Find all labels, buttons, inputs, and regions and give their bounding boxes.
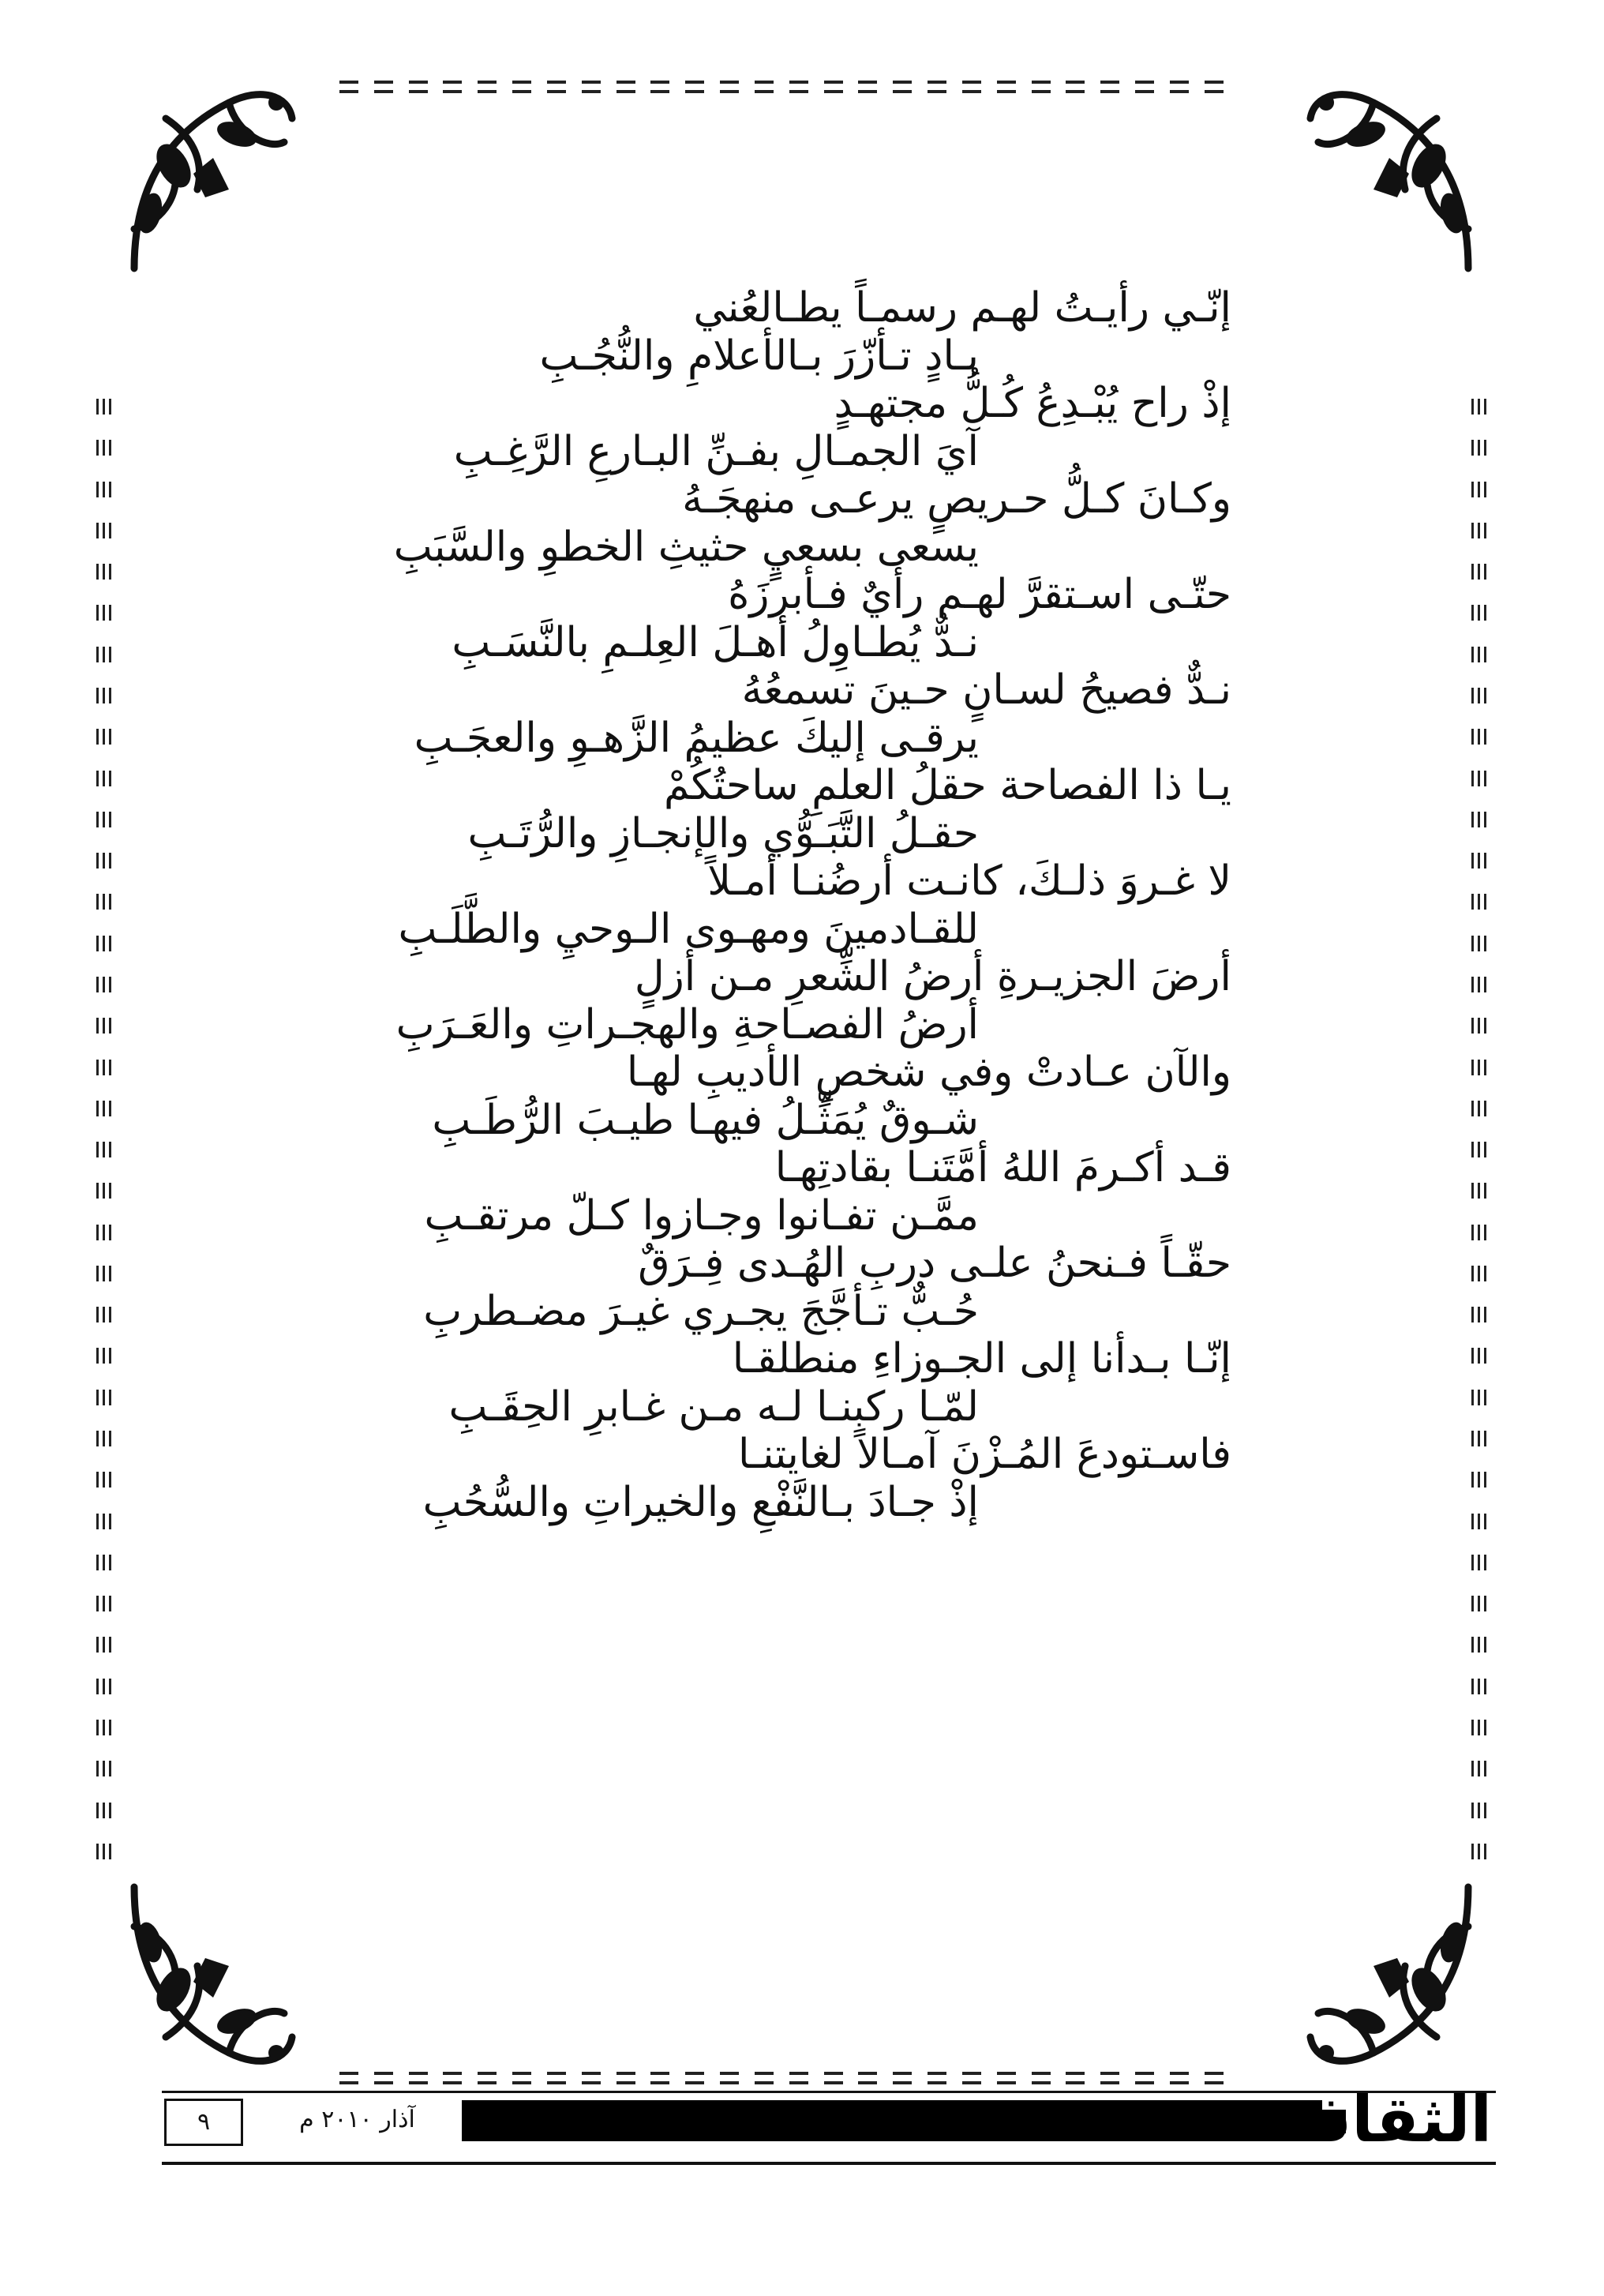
verse-13-second-hemistich: إذْ جـادَ بـالنَّفْعِ والخيراتِ والسُّحُبِ bbox=[422, 1478, 979, 1526]
verse-8-second-hemistich: أرضُ الفصـاحةِ والهجـراتِ والعَـرَبِ bbox=[395, 1000, 979, 1049]
verse-1-first-hemistich: إنّـي رأيـتُ لهـم رسمـاً يطـالعُني bbox=[693, 284, 1231, 332]
issue-date: آذار ٢٠١٠ م bbox=[299, 2106, 415, 2133]
verse-4-first-hemistich: حتّـى اسـتقرَّ لهـم رأيٌ فـأبرزَهُ bbox=[728, 571, 1231, 618]
verse-13-first-hemistich: فاسـتودعَ المُـزْنَ آمـالاً لغايتنـا bbox=[737, 1431, 1231, 1478]
verse-6-second-hemistich: حقـلُ التَّبَـوُّي والإنجـازِ والرُّتَـبِ bbox=[467, 809, 979, 857]
verse-11-second-hemistich: حُـبٌّ تـأجَّجَ يجـري غيـرَ مضـطربِ bbox=[423, 1287, 979, 1335]
bottom-ornamental-rule bbox=[339, 2069, 1224, 2088]
verse-6-first-hemistich: يـا ذا الفصاحة حقلُ العلمِ ساحتُكُمْ bbox=[664, 762, 1231, 809]
verse-5-first-hemistich: نـدٌّ فصيحُ لسـانٍ حـينَ تسمعُهُ bbox=[741, 666, 1231, 714]
verse-11-first-hemistich: حقّـاً فـنحنُ علـى دربِ الهُـدى فِـرَقٌ bbox=[638, 1240, 1231, 1287]
verse-2-second-hemistich: آيَ الجمـالِ بفـنِّ البـارعِ الرَّغِـبِ bbox=[453, 427, 979, 475]
verse-9-second-hemistich: شـوقٌ يُمَثِّـلُ فيهـا طيـبَ الرُّطَـبِ bbox=[432, 1096, 979, 1144]
verse-10-first-hemistich: قـد أكـرمَ اللهُ أمَّتَنـا بقادتِهـا bbox=[774, 1144, 1231, 1191]
verse-12-second-hemistich: لمّـا ركبنـا لـه مـن غـابرِ الحِقَـبِ bbox=[448, 1382, 979, 1431]
verse-7-first-hemistich: لا غـروَ ذلـكَ، كانـت أرضُنـا أمـلاً bbox=[707, 857, 1231, 905]
footer-black-bar bbox=[462, 2100, 1322, 2141]
top-right-floral-ornament-icon bbox=[1302, 71, 1484, 276]
verse-5-second-hemistich: يرقـى إليكَ عظيمُ الزَّهـوِ والعجَـبِ bbox=[414, 714, 979, 762]
verse-12-first-hemistich: إنّـا بـدأنا إلى الجـوزاءِ منطلقـا bbox=[732, 1335, 1231, 1382]
verse-2-first-hemistich: إذْ راح يُبْـدِعُ كُـلُّ مجتهـدٍ bbox=[834, 380, 1231, 427]
bottom-left-floral-ornament-icon bbox=[118, 1879, 300, 2084]
verse-3-second-hemistich: يسعى بسعيٍ حثيثِ الخطوِ والسَّبَبِ bbox=[393, 523, 979, 571]
verse-1-second-hemistich: بـادٍ تـأزّرَ بـالأعلامِ والنُّجُـبِ bbox=[539, 332, 979, 380]
verse-9-first-hemistich: والآن عـادتْ وفي شخصِ الأديبِ لهـا bbox=[626, 1049, 1231, 1096]
bottom-right-floral-ornament-icon bbox=[1302, 1879, 1484, 2084]
left-side-ornament bbox=[93, 399, 117, 1859]
poem-body bbox=[347, 284, 1247, 1526]
verse-3-first-hemistich: وكـانَ كـلُّ حـريصٍ يرعـى منهجَـهُ bbox=[682, 475, 1231, 523]
verse-10-second-hemistich: ممَّـن تفـانوا وجـازوا كـلّ مرتقـبِ bbox=[424, 1191, 979, 1240]
top-ornamental-rule bbox=[339, 77, 1224, 96]
verse-8-first-hemistich: أرضَ الجزيـرةِ أرضُ الشِّعرِ مـن أزلٍ bbox=[634, 953, 1231, 1000]
top-left-floral-ornament-icon bbox=[118, 71, 300, 276]
verse-4-second-hemistich: نـدٌّ يُطـاوِلُ أهـلَ العِلـمِ بالنَّسَـبِ bbox=[452, 618, 979, 666]
verse-7-second-hemistich: للقـادمينَ ومهـوى الـوحيِ والطَّلَـبِ bbox=[398, 905, 979, 953]
page-number: ٩ bbox=[164, 2099, 243, 2146]
magazine-name: الثقافة bbox=[1272, 2083, 1492, 2156]
footer-bottom-rule bbox=[162, 2162, 1496, 2165]
right-side-ornament bbox=[1468, 399, 1492, 1859]
